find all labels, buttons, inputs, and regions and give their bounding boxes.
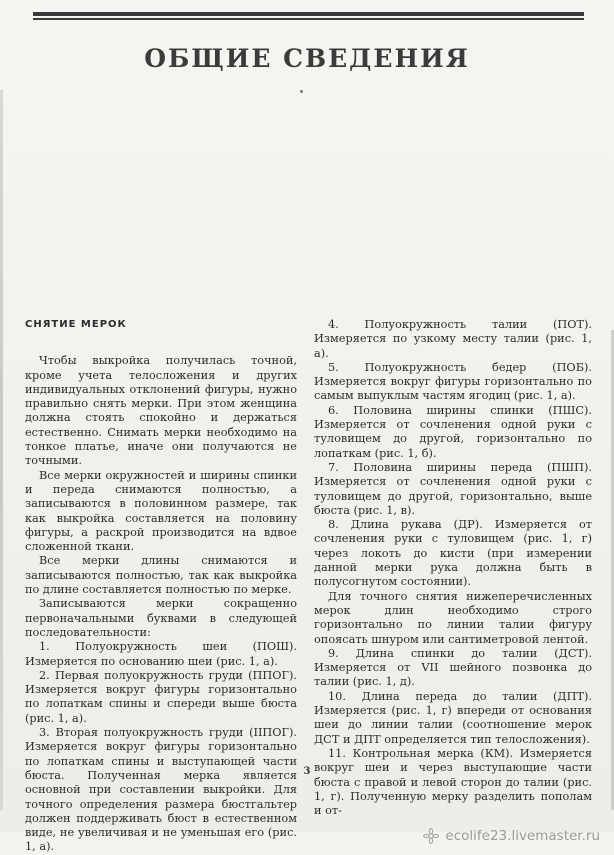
measure-item: 5. Полуокружность бедер (ПОБ). Измеряется вокруг фигуры горизонтально по самым выпуклым частям ягодиц (рис. 1, а). (314, 360, 592, 403)
measure-item: 7. Половина ширины переда (ПШП). Измеряется от сочленения одной руки с туловищем до другой, горизонтально, выше бюста (рис. 1, в). (314, 460, 592, 517)
flower-logo-icon (423, 828, 439, 844)
measure-item: 6. Половина ширины спинки (ПШС). Измеряется от сочленения одной руки с туловищем до другой, горизонтально по лопаткам (рис. 1, б). (314, 403, 592, 460)
paragraph: Чтобы выкройка получилась точной, кроме учета телосложения и других индивидуальных отклонений фигуры, нужно правильно снять мерки. При этом женщина должна стоять спокойно и держаться естественно. Снимать мерки необходимо на тонкое платье, иначе они получаются не точными. (25, 354, 297, 468)
paragraph: Все мерки длины снимаются и записываются полностью, так как выкройка по длине составляется полностью по мерке. (25, 554, 297, 597)
measure-item: 1. Полуокружность шеи (ПОШ). Измеряется по основанию шеи (рис. 1, а). (25, 640, 297, 668)
top-rule-thick (33, 12, 584, 16)
measure-item: 8. Длина рукава (ДР). Измеряется от сочленения руки с туловищем (рис. 1, г) через локоть до кисти (при измерении данной мерки рука должна быть в полусогнутом состоянии). (314, 518, 592, 589)
paragraph: Все мерки окружностей и ширины спинки и переда снимаются полностью, а записываются в половинном размере, так как выкройка составляется на половину фигуры, а раскрой производится на вдвое сложенной ткани. (25, 468, 297, 554)
paragraph: Для точного снятия нижеперечисленных мерок длин необходимо строго горизонтально по линии талии фигуру опоясать шнуром или сантиметровой лентой. (314, 589, 592, 646)
section-subheading: СНЯТИЕ МЕРОК (25, 319, 127, 330)
binding-edge (0, 90, 3, 810)
page-number: 3 (303, 766, 311, 777)
measure-item: 10. Длина переда до талии (ДПТ). Измеряется (рис. 1, г) впереди от основания шеи до линии талии (соотношение мерок ДСТ и ДПТ определяется тип телосложения). (314, 689, 592, 746)
watermark-text: ecolife23.livemaster.ru (445, 828, 600, 844)
measure-item: 4. Полуокружность талии (ПОТ). Измеряется по узкому месту талии (рис. 1, а). (314, 318, 592, 360)
page-heading: ОБЩИЕ СВЕДЕНИЯ (144, 44, 470, 73)
right-column (314, 318, 592, 818)
measure-item: 9. Длина спинки до талии (ДСТ). Измеряется от VII шейного позвонка до талии (рис. 1, д). (314, 646, 592, 689)
measure-item: 11. Контрольная мерка (КМ). Измеряется вокруг шеи и через выступающие части бюста с правой и левой сторон до талии (рис. 1, г). Полученную мерку разделить пополам и от- (314, 746, 592, 818)
watermark (423, 828, 600, 844)
ink-dot (300, 90, 303, 93)
measure-item: 2. Первая полуокружность груди (ППОГ). Измеряется вокруг фигуры горизонтально по лопаткам спины и спереди выше бюста (рис. 1, а). (25, 668, 297, 725)
paragraph: Записываются мерки сокращенно первоначальными буквами в следующей последовательности: (25, 597, 297, 639)
measure-item: 3. Вторая полуокружность груди (IIПОГ). Измеряется вокруг фигуры горизонтально по лопаткам спины и выступающей части бюста. Полученная мерка является основной при составлении выкройки. Для точного определения размера бюстгальтер должен поддерживать бюст в естественном виде, не увеличивая и не уменьшая его (рис. 1, а). (25, 726, 297, 854)
top-rule-thin (33, 18, 584, 20)
